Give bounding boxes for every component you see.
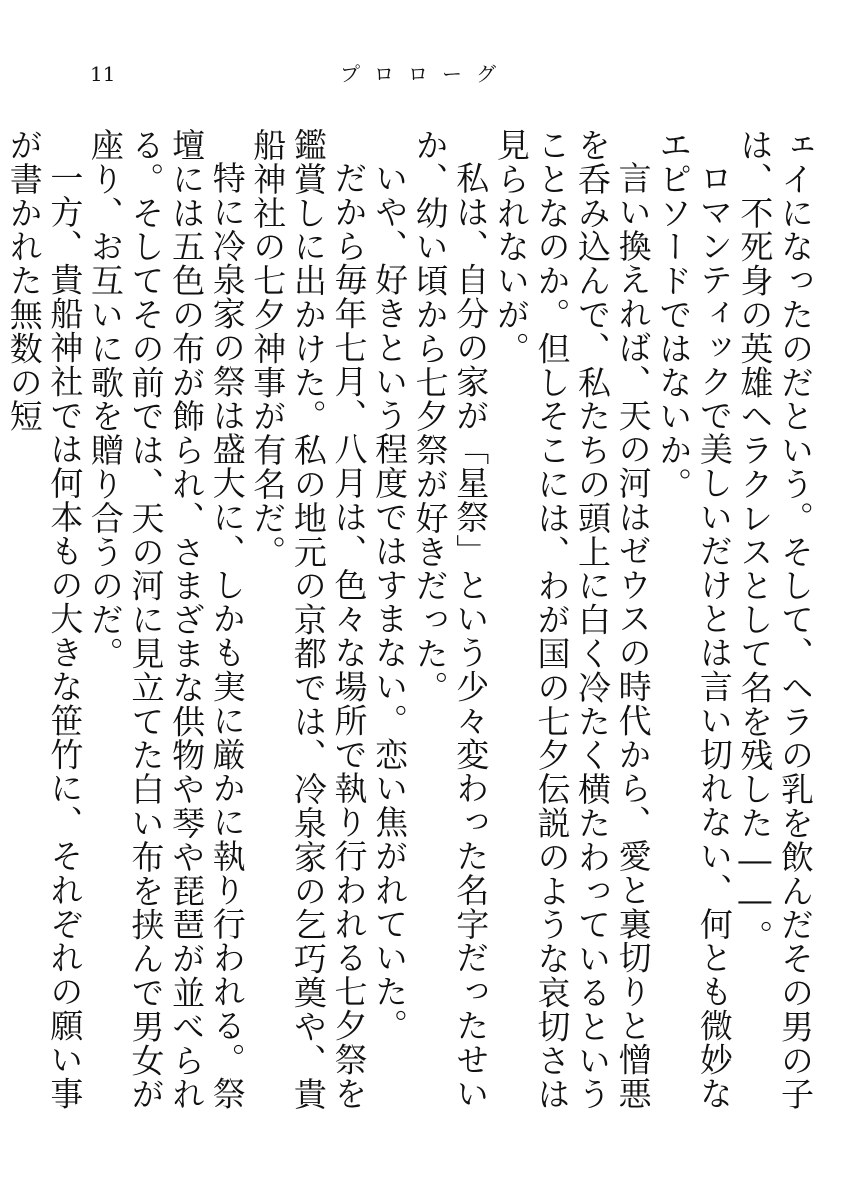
paragraph: 言い換えれば、天の河はゼウスの時代から、愛と裏切りと憎悪を呑み込んで、私たちの頭上に白く冷たく横たわっているということなのか。但しそこには、わが国の七夕伝説のような哀切さは見られないが。 [491, 128, 653, 1112]
paragraph: だから毎年七月、八月は、色々な場所で執り行われる七夕祭を鑑賞しに出かけた。私の地元の京都では、冷泉家の乞巧奠や、貴船神社の七夕神事が有名だ。 [248, 128, 369, 1112]
vertical-body-text [4, 128, 815, 1128]
paragraph: ェイになったのだという。そして、ヘラの乳を飲んだその男の子は、不死身の英雄ヘラクレスとして名を残した――。 [735, 128, 815, 1112]
paragraph: いや、好きという程度ではすまない。恋い焦がれていた。 [370, 161, 410, 1043]
running-head-chapter-title: プロローグ [340, 62, 510, 86]
paragraph: ロマンティックで美しいだけとは言い切れない、何とも微妙なエピソードではないか。 [654, 128, 734, 1111]
paragraph: 一方、貴船神社では何本もの大きな笹竹に、それぞれの願い事が書かれた無数の短 [4, 128, 85, 1111]
paragraph: 私は、自分の家が「星祭」という少々変わった名字だったせいか、幼い頃から七夕祭が好きだった。 [410, 128, 491, 1111]
paragraph: 特に冷泉家の祭は盛大に、しかも実に厳かに執り行われる。祭壇には五色の布が飾られ、さまざまな供物や琴や琵琶が並べられる。そしてその前では、天の河に見立てた白い布を挟んで男女が座り、お互いに歌を贈り合うのだ。 [85, 128, 247, 1112]
page-number: 11 [90, 62, 116, 86]
